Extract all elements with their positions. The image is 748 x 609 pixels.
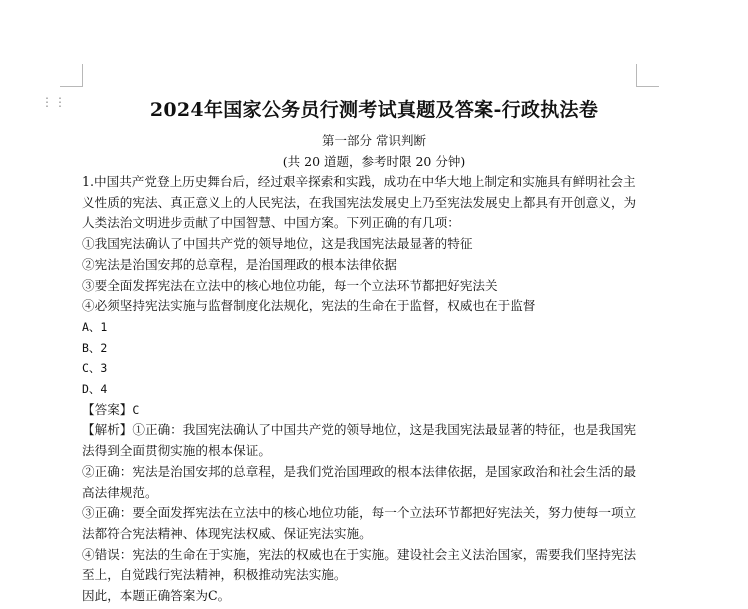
answer-value: C <box>132 402 140 417</box>
answer-line <box>82 400 642 421</box>
answer-label: 【答案】 <box>82 401 133 417</box>
option-c: C、3 <box>82 361 108 376</box>
statement-3: ③要全面发挥宪法在立法中的核心地位功能，每一个立法环节都把好宪法关 <box>82 277 498 293</box>
section-note: (共 20 道题，参考时限 20 分钟) <box>282 154 466 169</box>
option-b: B、2 <box>82 340 108 355</box>
statement-4: ④必须坚持宪法实施与监督制度化法规化，宪法的生命在于监督，权威也在于监督 <box>82 298 536 314</box>
statement-2: ②宪法是治国安邦的总章程，是治国理政的根本法律依据 <box>82 256 397 272</box>
statement-1: ①我国宪法确认了中国共产党的领导地位，这是我国宪法最显著的特征 <box>82 236 473 252</box>
analysis-line-1 <box>82 420 642 461</box>
analysis-conclusion: 因此，本题正确答案为C。 <box>82 588 231 604</box>
option-a: A、1 <box>82 319 108 334</box>
question-body <box>82 172 642 607</box>
drag-handle-icon[interactable]: ⋮⋮ <box>41 95 67 109</box>
analysis-line-2: ②正确：宪法是治国安邦的总章程，是我们党治国理政的根本法律依据，是国家政治和社会生活的最高法律规范。 <box>82 463 637 500</box>
analysis-line-3: ③正确：要全面发挥宪法在立法中的核心地位功能，每一个立法环节都把好宪法关，努力使每一项立法都符合宪法精神、体现宪法权威、保证宪法实施。 <box>82 505 637 541</box>
crop-mark-top-left <box>60 64 83 87</box>
analysis-line-4: ④错误：宪法的生命在于实施，宪法的权威也在于实施。建设社会主义法治国家，需要我们坚持宪法至上，自觉践行宪法精神，积极推动宪法实施。 <box>82 546 637 583</box>
question-stem: 1.中国共产党登上历史舞台后，经过艰辛探索和实践，成功在中华大地上制定和实施具有鲜明社会主义性质的宪法、真正意义上的人民宪法，在我国宪法发展史上乃至宪法发展史上都具有开创意义，为人类法治文明进步贡献了中国智慧、中国方案。下列正确的有几项： <box>82 174 637 231</box>
option-d: D、4 <box>82 382 108 397</box>
section-heading: 第一部分 常识判断 <box>322 133 426 148</box>
crop-mark-top-right <box>636 64 659 87</box>
document-title: 2024年国家公务员行测考试真题及答案-行政执法卷 <box>149 99 599 121</box>
analysis-text-1: ①正确：我国宪法确认了中国共产党的领导地位，这是我国宪法最显著的特征，也是我国宪法得到全面贯彻实施的根本保证。 <box>82 422 637 459</box>
analysis-label: 【解析】 <box>82 422 133 438</box>
